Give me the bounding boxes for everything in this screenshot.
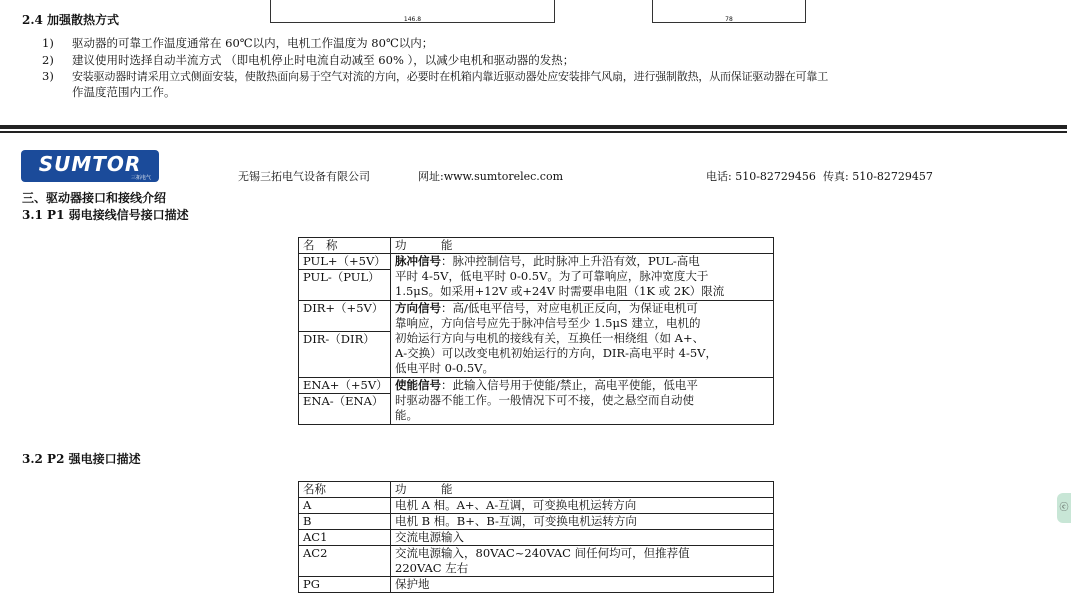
- terminal-name: B: [299, 514, 391, 530]
- signal-name: ENA-（ENA）: [299, 394, 391, 425]
- table-row: [299, 498, 774, 514]
- table-row: [299, 514, 774, 530]
- dimension-label-left: 146.8: [403, 16, 422, 23]
- table-row: [299, 378, 774, 394]
- dimension-label-right: 78: [725, 16, 733, 23]
- company-name: 无锡三拓电气设备有限公司: [238, 170, 370, 183]
- signal-name: ENA+（+5V）: [299, 378, 391, 394]
- section-2-4-title: 2.4 加强散热方式: [22, 13, 120, 27]
- function-line: 低电平时 0-0.5V。: [395, 361, 494, 375]
- table-row: [299, 301, 774, 332]
- function-line: ：高/低电平信号，对应电机正反向，为保证电机可: [441, 301, 698, 315]
- table-header-row: [299, 238, 774, 254]
- signal-name: PUL+（+5V）: [299, 254, 391, 270]
- function-line: ：脉冲控制信号，此时脉冲上升沿有效，PUL-高电: [441, 254, 700, 268]
- signal-keyword: 方向信号: [395, 301, 441, 315]
- section-3-2-title: 3.2 P2 强电接口描述: [22, 452, 141, 466]
- signal-keyword: 脉冲信号: [395, 254, 441, 268]
- list-text: 建议使用时选择自动半流方式 （即电机停止时电流自动减至 60% ），以减少电机和驱动器的发热；: [72, 53, 575, 67]
- side-floating-tab[interactable]: ⓒ: [1057, 493, 1071, 523]
- header-name: 名 称: [299, 238, 391, 254]
- table-row: [299, 577, 774, 593]
- terminal-name: AC2: [299, 546, 391, 577]
- function-line: 1.5μS。如采用+12V 或+24V 时需要串电阻（1K 或 2K）限流: [395, 284, 725, 298]
- header-name: 名称: [299, 482, 391, 498]
- terminal-function: 交流电源输入: [391, 530, 774, 546]
- terminal-name: A: [299, 498, 391, 514]
- terminal-function: [391, 546, 774, 577]
- signal-name: DIR-（DIR）: [299, 332, 391, 378]
- signal-function: [391, 254, 774, 301]
- signal-function: [391, 301, 774, 378]
- section-3-title: 三、驱动器接口和接线介绍: [22, 191, 167, 205]
- fax: 传真: 510-82729457: [823, 170, 933, 183]
- function-line: 能。: [395, 408, 418, 422]
- table-row: [299, 254, 774, 270]
- function-line: 初始运行方向与电机的接线有关，互换任一相绕组（如 A+、: [395, 331, 705, 345]
- dimension-drawing-right: [652, 0, 806, 23]
- p1-signal-table: [298, 237, 774, 425]
- list-number: 1): [42, 36, 54, 50]
- signal-function: [391, 378, 774, 425]
- list-text: 作温度范围内工作。: [72, 85, 176, 99]
- terminal-name: PG: [299, 577, 391, 593]
- table-row: [299, 530, 774, 546]
- signal-name: DIR+（+5V）: [299, 301, 391, 332]
- terminal-name: AC1: [299, 530, 391, 546]
- section-3-1-title: 3.1 P1 弱电接线信号接口描述: [22, 208, 189, 222]
- terminal-function: 电机 A 相。A+、A-互调，可变换电机运转方向: [391, 498, 774, 514]
- logo-text: SUMTOR: [38, 152, 142, 176]
- p2-power-table: [298, 481, 774, 593]
- terminal-function: 电机 B 相。B+、B-互调，可变换电机运转方向: [391, 514, 774, 530]
- page-break-rule: [0, 131, 1067, 133]
- function-line: 时驱动器不能工作。一般情况下可不接，使之悬空而自动使: [395, 393, 694, 407]
- list-text: 安装驱动器时请采用立式侧面安装，使散热面向易于空气对流的方向，必要时在机箱内靠近驱动器处应安装排气风扇，进行强制散热，从而保证驱动器在可靠工: [72, 70, 828, 83]
- signal-keyword: 使能信号: [395, 378, 441, 392]
- list-item: [42, 53, 575, 68]
- logo-subtext: 三拓电气: [130, 175, 151, 181]
- list-item: [42, 36, 434, 51]
- table-row: [299, 546, 774, 577]
- list-item: [42, 69, 828, 84]
- function-line: A-交换）可以改变电机初始运行的方向，DIR-高电平时 4-5V，: [395, 346, 717, 360]
- list-item-continuation: [42, 85, 176, 100]
- company-logo: [21, 150, 159, 182]
- signal-name: PUL-（PUL）: [299, 270, 391, 301]
- page-break-rule: [0, 125, 1067, 129]
- function-line: 220VAC 左右: [395, 561, 469, 575]
- website: 网址:www.sumtorelec.com: [418, 170, 564, 183]
- function-line: ：此输入信号用于使能/禁止，高电平使能，低电平: [441, 378, 698, 392]
- function-line: 靠响应，方向信号应先于脉冲信号至少 1.5μS 建立，电机的: [395, 316, 701, 330]
- function-line: 交流电源输入，80VAC~240VAC 间任何均可，但推荐值: [395, 546, 690, 560]
- dimension-drawing-left: [270, 0, 555, 23]
- list-number: 3): [42, 69, 54, 83]
- header-function: 功 能: [391, 482, 774, 498]
- list-number: 2): [42, 53, 54, 67]
- terminal-function: 保护地: [391, 577, 774, 593]
- list-text: 驱动器的可靠工作温度通常在 60℃以内，电机工作温度为 80℃以内；: [72, 36, 434, 50]
- table-header-row: [299, 482, 774, 498]
- header-function: 功 能: [391, 238, 774, 254]
- function-line: 平时 4-5V，低电平时 0-0.5V。为了可靠响应，脉冲宽度大于: [395, 269, 709, 283]
- phone: 电话: 510-82729456: [706, 170, 816, 183]
